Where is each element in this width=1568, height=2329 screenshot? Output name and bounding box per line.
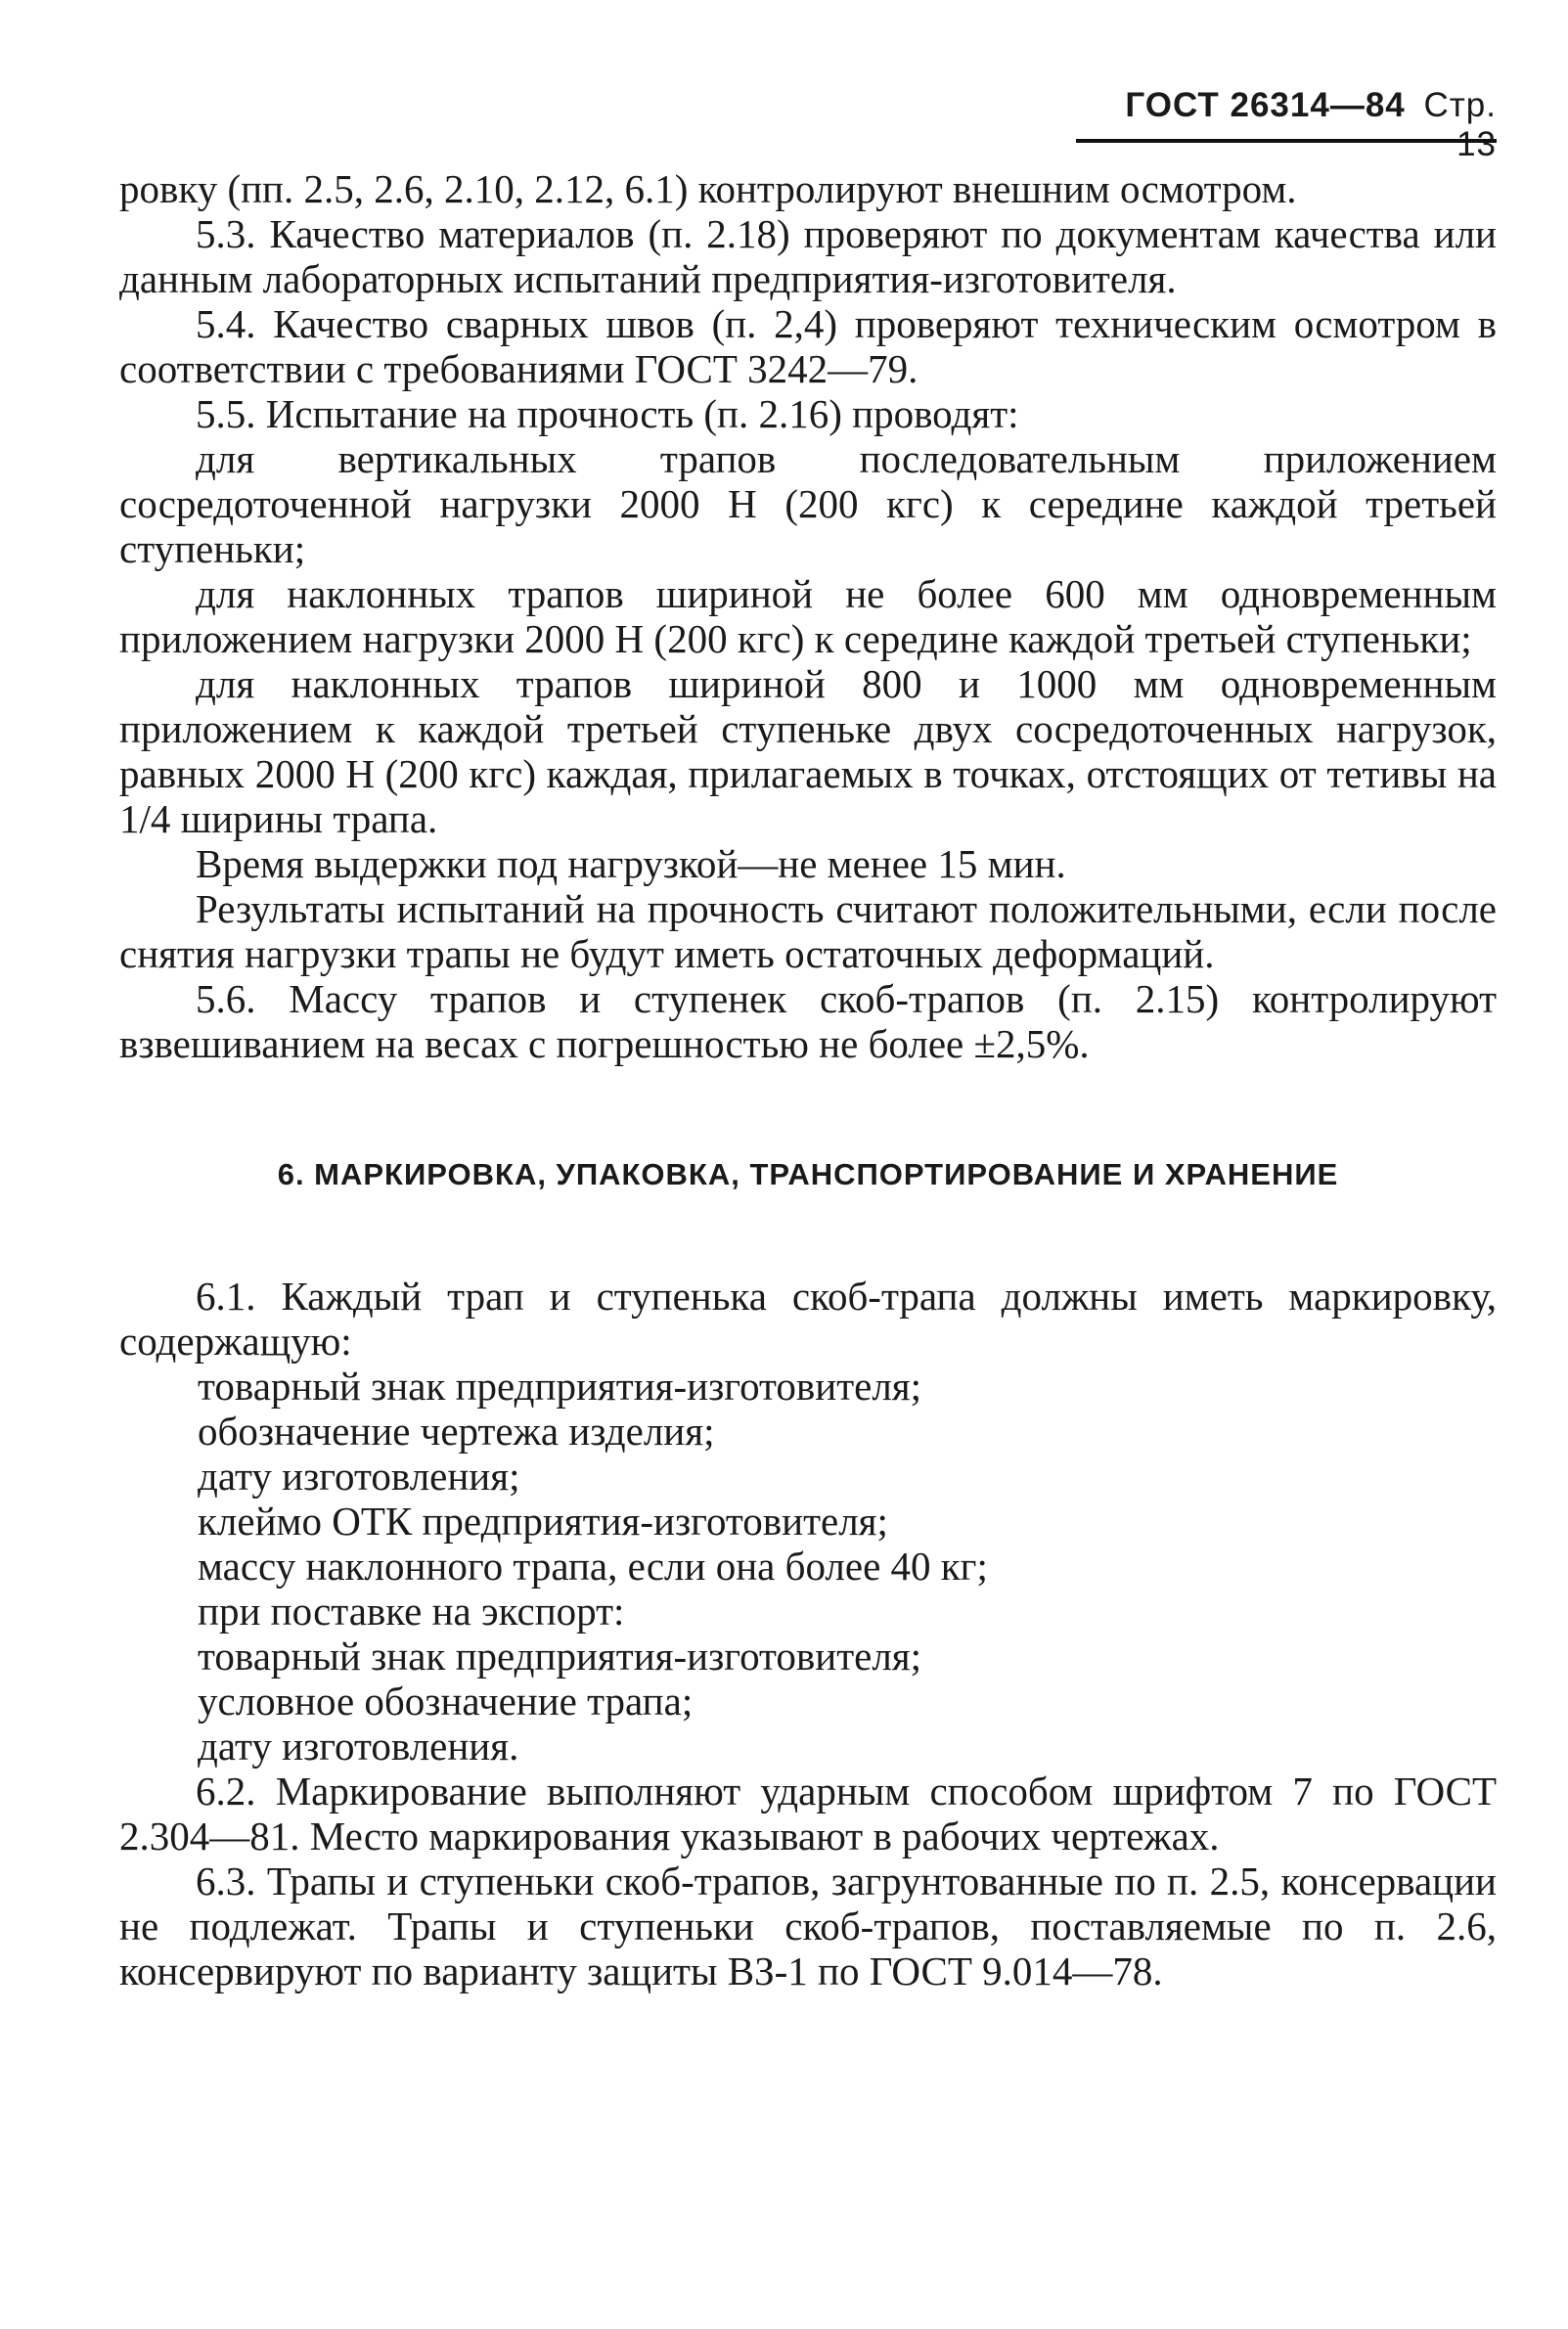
paragraph-5-4: 5.4. Качество сварных швов (п. 2,4) проверяют техническим осмотром в соответствии с требованиями ГОСТ 3242—79.: [119, 301, 1497, 391]
page-number: Стр. 13: [1423, 86, 1497, 163]
marking-list-item: товарный знак предприятия-изготовителя;: [198, 1634, 922, 1679]
marking-list-item: товарный знак предприятия-изготовителя;: [198, 1364, 922, 1409]
paragraph-vertical-ladders: для вертикальных трапов последовательным приложением сосредоточенной нагрузки 2000 Н (200 кгс) к середине каждой третьей ступеньки;: [119, 436, 1497, 571]
marking-list-item: массу наклонного трапа, если она более 40 кг;: [198, 1544, 988, 1589]
paragraph-6-2: 6.2. Маркирование выполняют ударным способом шрифтом 7 по ГОСТ 2.304—81. Место маркирования указывают в рабочих чертежах.: [119, 1769, 1497, 1859]
paragraph-inclined-600: для наклонных трапов шириной не более 600 мм одновременным приложением нагрузки 2000 Н (200 кгс) к середине каждой третьей ступеньки;: [119, 571, 1497, 661]
body-text: [119, 166, 1497, 1993]
paragraph-5-6: 5.6. Массу трапов и ступенек скоб-трапов (п. 2.15) контролируют взвешиванием на весах с погрешностью не более ±2,5%.: [119, 976, 1497, 1066]
section-6-title: 6. МАРКИРОВКА, УПАКОВКА, ТРАНСПОРТИРОВАНИЕ И ХРАНЕНИЕ: [277, 1157, 1339, 1191]
paragraph-inclined-800-1000: для наклонных трапов шириной 800 и 1000 мм одновременным приложением к каждой третьей ступеньке двух сосредоточенных нагрузок, равных 2000 Н (200 кгс) каждая, прилагаемых в точках, отстоящих от тетивы на 1/4 ширины трапа.: [119, 661, 1497, 841]
header-rule: [1076, 139, 1497, 143]
marking-list-item: условное обозначение трапа;: [198, 1679, 694, 1724]
page-header: [1076, 86, 1497, 164]
paragraph-6-3: 6.3. Трапы и ступеньки скоб-трапов, загрунтованные по п. 2.5, консервации не подлежат. Трапы и ступеньки скоб-трапов, поставляемые по п. 2.6, консервируют по варианту защиты ВЗ-1 по ГОСТ 9.014—78.: [119, 1859, 1497, 1993]
paragraph-hold-time: Время выдержки под нагрузкой—не менее 15 мин.: [196, 841, 1066, 886]
marking-list-item: дату изготовления.: [198, 1724, 519, 1769]
marking-list-item: обозначение чертежа изделия;: [198, 1409, 715, 1454]
marking-list-item: клеймо ОТК предприятия-изготовителя;: [198, 1499, 888, 1544]
paragraph-5-5: 5.5. Испытание на прочность (п. 2.16) проводят:: [196, 391, 1019, 436]
paragraph-continued: ровку (пп. 2.5, 2.6, 2.10, 2.12, 6.1) контролируют внешним осмотром.: [119, 166, 1297, 211]
document-number: ГОСТ 26314—84: [1125, 86, 1406, 124]
paragraph-test-results: Результаты испытаний на прочность считают положительными, если после снятия нагрузки трапы не будут иметь остаточных деформаций.: [119, 886, 1497, 976]
marking-list-item: дату изготовления;: [198, 1454, 520, 1499]
marking-list-item: при поставке на экспорт:: [198, 1589, 625, 1634]
paragraph-6-1: 6.1. Каждый трап и ступенька скоб-трапа должны иметь маркировку, содержащую:: [119, 1274, 1497, 1364]
paragraph-5-3: 5.3. Качество материалов (п. 2.18) проверяют по документам качества или данным лабораторных испытаний предприятия-изготовителя.: [119, 211, 1497, 301]
